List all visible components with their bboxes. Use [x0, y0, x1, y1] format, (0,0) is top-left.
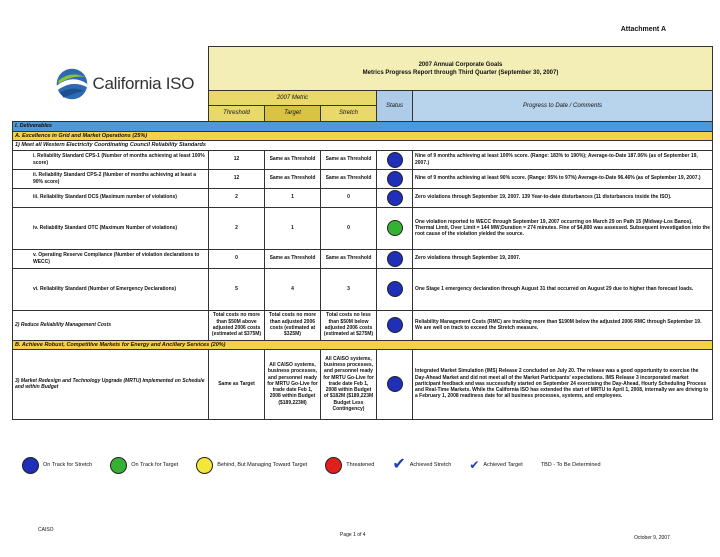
- row-stretch: Same as Threshold: [321, 150, 377, 169]
- target-column-header: Target: [265, 105, 321, 121]
- row-target: 1: [265, 207, 321, 249]
- status-column-header: Status: [377, 91, 413, 122]
- threshold-column-header: Threshold: [209, 105, 265, 121]
- california-iso-logo-icon: [55, 67, 89, 101]
- row-status: [377, 188, 413, 207]
- row-progress: One violation reported to WECC through September 19, 2007 occurring on March 29 on Path 15 (Midway-Los Banos). Thermal Limit, Over Limit = 144 MW;Duration = 274 minutes. Fine of $4,800 was assessed. Subsequent investigation into the root cause of the violation yielded the source.: [413, 207, 713, 249]
- row-description: vi. Reliability Standard (Number of Emergency Declarations): [13, 268, 209, 310]
- status-dot-icon: [387, 317, 403, 333]
- table-row: [13, 310, 713, 340]
- row-progress: One Stage 1 emergency declaration through August 31 that occurred on August 29 due to higher than forecast loads.: [413, 268, 713, 310]
- status-dot-icon: [387, 190, 403, 206]
- row-progress: Nine of 9 months achieving at least 90% score. (Range: 95% to 97%) Average-to-Date 96.46% (as of September 19, 2007.): [413, 169, 713, 188]
- goals-table: [12, 46, 713, 420]
- row-threshold: 2: [209, 207, 265, 249]
- row-description: i. Reliability Standard CPS-1 (Number of months achieving at least 100% score): [13, 150, 209, 169]
- large-checkmark-icon: ✔: [392, 456, 406, 473]
- metric-group-header: 2007 Metric: [209, 91, 377, 106]
- goal-3-stretch: All CAISO systems, business processes, and personnel ready for MRTU Go-Live for trade date Feb 1, 2008 within Budget of $182M ($189,223M Budget Less Contingency): [321, 349, 377, 419]
- status-dot-icon: [387, 171, 403, 187]
- report-title: [209, 47, 713, 91]
- legend-item-stretch: [22, 457, 92, 474]
- legend-item-behind: [196, 457, 307, 474]
- blue-circle-icon: [22, 457, 39, 474]
- legend-item-achieved-target: [469, 458, 522, 472]
- row-status: [377, 249, 413, 268]
- row-stretch: Same as Threshold: [321, 169, 377, 188]
- row-description: ii. Reliability Standard CPS-2 (Number of months achieving at least a 90% score): [13, 169, 209, 188]
- row-status: [377, 169, 413, 188]
- row-progress: Zero violations through September 19, 2007.: [413, 249, 713, 268]
- legend-label: Achieved Stretch: [409, 462, 452, 468]
- row-target: Same as Threshold: [265, 150, 321, 169]
- row-status: [377, 150, 413, 169]
- row-stretch: 0: [321, 188, 377, 207]
- goal-2-description: 2) Reduce Reliability Management Costs: [13, 310, 209, 340]
- logo-text: California ISO: [92, 73, 195, 93]
- table-row: [13, 207, 713, 249]
- row-stretch: 3: [321, 268, 377, 310]
- row-status: [377, 268, 413, 310]
- section-a-heading: A. Excellence in Grid and Market Operations (25%): [13, 131, 713, 140]
- table-row: [13, 249, 713, 268]
- goal-2-progress: Reliability Management Costs (RMC) are tracking more than $190M below the adjusted 2006 RMC through September 19. We are well on track to exceed the Stretch measure.: [413, 310, 713, 340]
- row-stretch: 0: [321, 207, 377, 249]
- row-description: iii. Reliability Standard DCS (Maximum number of violations): [13, 188, 209, 207]
- goal-3-status: [377, 349, 413, 419]
- row-status: [377, 207, 413, 249]
- row-description: iv. Reliability Standard OTC (Maximum Number of violations): [13, 207, 209, 249]
- goal-2-status: [377, 310, 413, 340]
- legend-item-achieved-stretch: [392, 458, 451, 472]
- table-row: [13, 188, 713, 207]
- goal-3-target: All CAISO systems, business processes, and personnel ready for MRTU Go-Live for trade date Feb 1, 2008 within Budget ($189,223M): [265, 349, 321, 419]
- footer-date: October 9, 2007: [634, 535, 670, 541]
- report-title-line-2: Metrics Progress Report through Third Quarter (September 30, 2007): [362, 69, 559, 76]
- row-threshold: 12: [209, 169, 265, 188]
- status-dot-icon: [387, 281, 403, 297]
- attachment-label: Attachment A: [620, 26, 666, 33]
- row-threshold: 5: [209, 268, 265, 310]
- table-row: [13, 169, 713, 188]
- row-target: 4: [265, 268, 321, 310]
- logo-area: [13, 47, 209, 122]
- table-row: [13, 268, 713, 310]
- legend-item-threatened: [325, 457, 374, 474]
- row-target: Same as Threshold: [265, 169, 321, 188]
- legend-label: Behind, But Managing Toward Target: [217, 462, 308, 468]
- row-target: 1: [265, 188, 321, 207]
- legend-label: Threatened: [346, 462, 375, 468]
- goal-3-description: 3) Market Redesign and Technology Upgrade (MRTU) Implemented on Schedule and within Budget: [13, 349, 209, 419]
- goal-2-target: Total costs no more than adjusted 2006 costs (estimated at $325M): [265, 310, 321, 340]
- footer-page-number: Page 1 of 4: [340, 532, 366, 538]
- goal-3-threshold: Same as Target: [209, 349, 265, 419]
- goal-3-progress: Integrated Market Simulation (IMS) Release 2 concluded on July 20. The release was a good opportunity to exercise the Day-Ahead Market and did not meet all of the Market Participants' expectations. IMS Release 3 incorporated market participant feedback and was successfully started on September 24 exercising the Day-Ahead, Hourly Scheduling Process and Real-Time Markets. While the California ISO has extended the start of MRTU to April 1, 2008, internally we are driving to a February 1, 2008 readiness date for all business processes, systems, and employees.: [413, 349, 713, 419]
- status-legend: [22, 456, 712, 474]
- stretch-column-header: Stretch: [321, 105, 377, 121]
- legend-label: Achieved Target: [483, 462, 523, 468]
- green-circle-icon: [110, 457, 127, 474]
- legend-label: On Track for Stretch: [43, 462, 93, 468]
- status-dot-icon: [387, 220, 403, 236]
- section-b-heading: B. Achieve Robust, Competitive Markets for Energy and Ancillary Services (20%): [13, 340, 713, 349]
- row-description: v. Operating Reserve Compliance (Number of violation declarations to WECC): [13, 249, 209, 268]
- table-row: [13, 349, 713, 419]
- goal-2-threshold: Total costs no more than $50M above adjusted 2006 costs (estimated at $375M): [209, 310, 265, 340]
- legend-item-target: [110, 457, 178, 474]
- goal-1-heading: 1) Meet all Western Electricity Coordinating Council Reliability Standards: [13, 140, 713, 150]
- row-stretch: Same as Threshold: [321, 249, 377, 268]
- yellow-circle-icon: [196, 457, 213, 474]
- legend-item-tbd: [541, 462, 601, 468]
- goal-2-stretch: Total costs no less than $50M below adjusted 2006 costs (estimated at $275M): [321, 310, 377, 340]
- status-dot-icon: [387, 152, 403, 168]
- small-checkmark-icon: ✔: [469, 458, 480, 472]
- footer-org: CAISO: [38, 527, 54, 533]
- row-progress: Nine of 9 months achieving at least 100% score. (Range: 183% to 190%); Average-to-Date 187.06% (as of September 19, 2007.): [413, 150, 713, 169]
- status-dot-icon: [387, 251, 403, 267]
- legend-label: On Track for Target: [131, 462, 179, 468]
- row-target: Same as Threshold: [265, 249, 321, 268]
- row-progress: Zero violations through September 19, 2007. 139 Year-to-date disturbances (11 disturbances inside the ISO).: [413, 188, 713, 207]
- row-threshold: 0: [209, 249, 265, 268]
- table-row: [13, 150, 713, 169]
- legend-label: TBD - To Be Determined: [540, 462, 601, 468]
- red-circle-icon: [325, 457, 342, 474]
- row-threshold: 2: [209, 188, 265, 207]
- report-title-line-1: 2007 Annual Corporate Goals: [418, 61, 503, 68]
- status-dot-icon: [387, 376, 403, 392]
- row-threshold: 12: [209, 150, 265, 169]
- deliverables-heading: I. Deliverables: [13, 121, 713, 131]
- progress-column-header: Progress to Date / Comments: [413, 91, 713, 122]
